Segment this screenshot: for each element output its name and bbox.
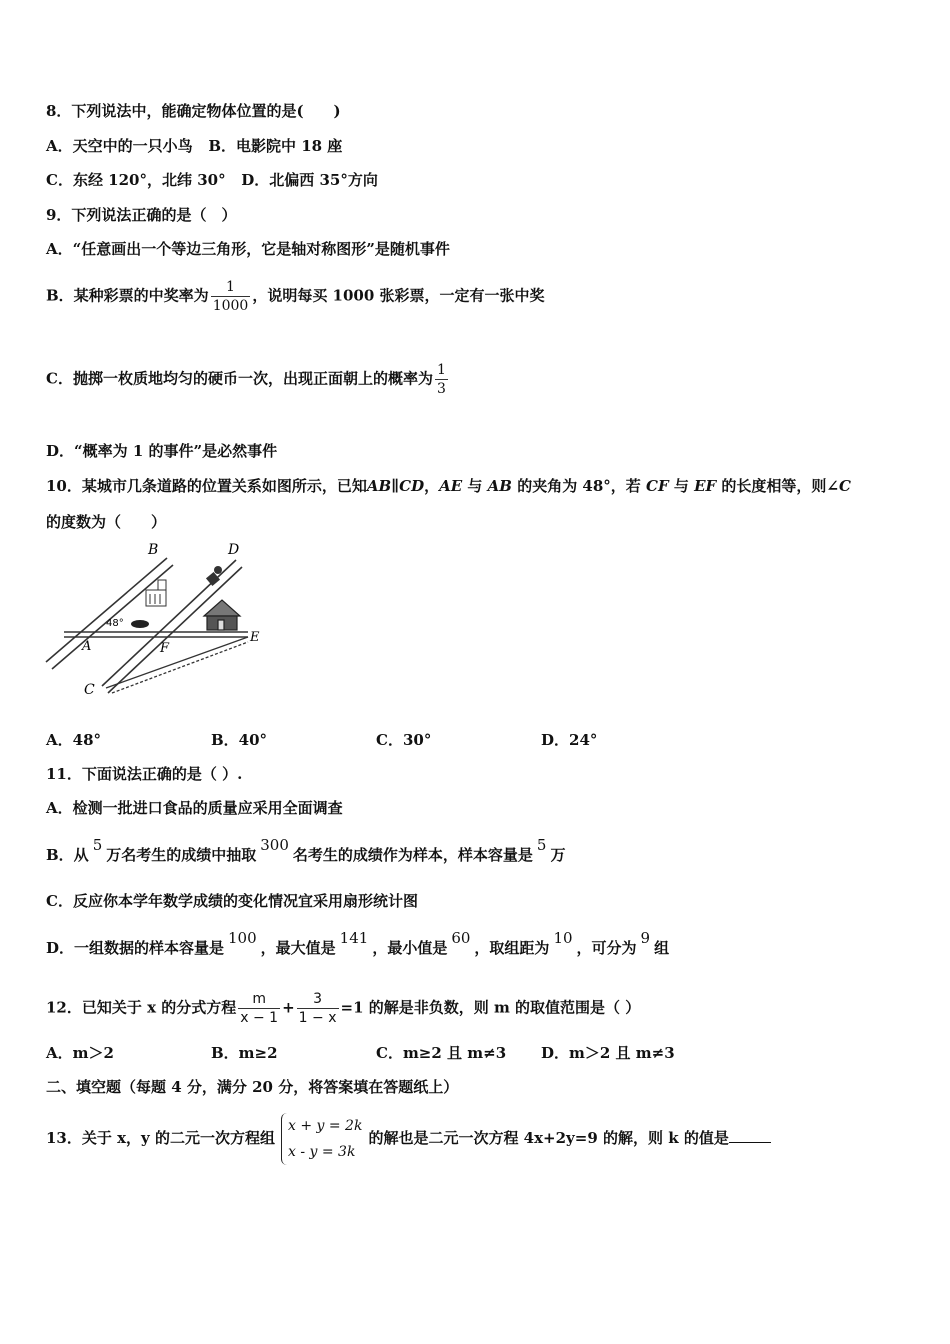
q12-option-c: C．m≥2 且 m≠3 bbox=[376, 1044, 507, 1062]
q12-option-a: A．m＞2 bbox=[46, 1044, 114, 1062]
buildings-icon bbox=[146, 580, 166, 606]
q11-b-text: 万 bbox=[550, 846, 566, 864]
q9-option-b-text: B．某种彩票的中奖率为 bbox=[46, 286, 209, 305]
q9-option-d: D．“概率为 1 的事件”是必然事件 bbox=[46, 442, 278, 460]
q11-d-text: ，最小值是 bbox=[372, 939, 448, 957]
q8-option-a: A．天空中的一只小鸟 bbox=[46, 137, 193, 155]
label-f: F bbox=[160, 641, 170, 656]
label-a: A bbox=[82, 639, 92, 654]
q8-option-c: C．东经 120°，北纬 30° bbox=[46, 171, 226, 189]
q12-text: =1 的解是非负数，则 m 的取值范围是（ ） bbox=[340, 998, 641, 1017]
q12-fraction-2 bbox=[297, 990, 339, 1027]
q10-text: 与 bbox=[462, 477, 488, 495]
q9-b-fraction bbox=[211, 278, 251, 315]
road-diagram bbox=[42, 538, 272, 698]
q8-option-b: B．电影院中 18 座 bbox=[208, 137, 343, 155]
q12-text: 12．已知关于 x 的分式方程 bbox=[46, 998, 237, 1017]
q11-option-b bbox=[46, 836, 566, 865]
q8-stem: 8．下列说法中，能确定物体位置的是( ) bbox=[46, 102, 341, 120]
q11-option-d bbox=[46, 929, 670, 958]
q12-options bbox=[46, 1043, 706, 1063]
q11-option-c: C．反应你本学年数学成绩的变化情况宜采用扇形统计图 bbox=[46, 892, 418, 910]
fraction-denominator: 3 bbox=[436, 381, 446, 397]
q9-option-a: A．“任意画出一个等边三角形，它是轴对称图形”是随机事件 bbox=[46, 240, 450, 258]
label-c: C bbox=[84, 682, 95, 698]
q10-ef: EF bbox=[694, 477, 717, 495]
q10-stem bbox=[46, 476, 851, 496]
road-ce bbox=[106, 637, 248, 693]
q10-option-b: B．40° bbox=[211, 731, 268, 749]
q11-b-value: 5 bbox=[92, 836, 103, 854]
q8-options-ab bbox=[46, 136, 342, 156]
q13-stem bbox=[46, 1112, 771, 1165]
angle-label: 48° bbox=[106, 618, 124, 629]
q11-b-value: 5 bbox=[536, 836, 547, 854]
q12-stem bbox=[46, 990, 640, 1027]
equation-1: x + y = 2k bbox=[287, 1118, 363, 1134]
fraction-numerator: 1 bbox=[226, 279, 235, 295]
q11-d-value: 10 bbox=[553, 929, 573, 947]
q9-c-fraction bbox=[435, 361, 448, 398]
q12-option-b: B．m≥2 bbox=[211, 1044, 278, 1062]
q9-option-b-rest: ，说明每买 1000 张彩票，一定有一张中奖 bbox=[252, 286, 545, 305]
q11-b-text: 万名考生的成绩中抽取 bbox=[106, 846, 257, 864]
q13-text: 13．关于 x，y 的二元一次方程组 bbox=[46, 1129, 275, 1147]
section-heading: 二、填空题（每题 4 分，满分 20 分，将答案填在答题纸上） bbox=[46, 1078, 459, 1096]
q8-option-d: D．北偏西 35°方向 bbox=[241, 171, 378, 189]
q10-text: 的长度相等，则∠ bbox=[716, 477, 839, 495]
q9-option-b bbox=[46, 278, 545, 315]
house-icon bbox=[204, 600, 240, 630]
fraction-numerator: m bbox=[252, 991, 266, 1007]
q12-fraction-1 bbox=[238, 990, 280, 1027]
q11-stem: 11．下面说法正确的是（ ）. bbox=[46, 765, 243, 783]
q9-option-c bbox=[46, 361, 450, 398]
q11-b-text: 名考生的成绩作为样本，样本容量是 bbox=[292, 846, 533, 864]
car-icon bbox=[131, 620, 149, 628]
q10-ab: AB bbox=[487, 477, 512, 495]
q11-b-text: B．从 bbox=[46, 846, 89, 864]
answer-blank[interactable] bbox=[729, 1128, 771, 1143]
q10-c: C bbox=[838, 477, 851, 495]
q11-d-text: 组 bbox=[654, 939, 670, 957]
q11-d-text: ，可分为 bbox=[576, 939, 637, 957]
label-d: D bbox=[228, 542, 240, 558]
fraction-denominator: 1000 bbox=[212, 298, 249, 314]
equation-system bbox=[281, 1113, 362, 1165]
q10-text: 的夹角为 48°，若 bbox=[511, 477, 647, 495]
q11-d-text: ，最大值是 bbox=[260, 939, 336, 957]
q10-options bbox=[46, 730, 706, 750]
fraction-denominator: 1 − x bbox=[298, 1010, 337, 1026]
q9-option-c-text: C．抛掷一枚质地均匀的硬币一次，出现正面朝上的概率为 bbox=[46, 369, 433, 388]
q10-parallel: AB∥CD bbox=[366, 477, 425, 495]
q10-option-a: A．48° bbox=[46, 731, 102, 749]
fraction-numerator: 1 bbox=[436, 362, 446, 378]
q11-d-text: D．一组数据的样本容量是 bbox=[46, 939, 225, 957]
label-b: B bbox=[148, 542, 159, 558]
road-ab bbox=[46, 558, 173, 669]
q10-option-d: D．24° bbox=[541, 731, 598, 749]
q10-sep: ， bbox=[424, 477, 440, 495]
label-e: E bbox=[250, 630, 260, 645]
q10-cf: CF bbox=[646, 477, 669, 495]
q10-stem-line2: 的度数为（ ） bbox=[46, 513, 167, 531]
plus-sign: + bbox=[282, 998, 295, 1017]
q11-d-text: ，取组距为 bbox=[474, 939, 550, 957]
q11-d-value: 100 bbox=[228, 929, 257, 947]
q10-text: 与 bbox=[668, 477, 695, 495]
q8-options-cd bbox=[46, 170, 378, 190]
q11-option-a: A．检测一批进口食品的质量应采用全面调查 bbox=[46, 799, 343, 817]
q11-d-value: 60 bbox=[451, 929, 471, 947]
q11-b-value: 300 bbox=[260, 836, 289, 854]
q10-stem-text: 10．某城市几条道路的位置关系如图所示，已知 bbox=[46, 477, 367, 495]
q10-option-c: C．30° bbox=[376, 731, 432, 749]
fraction-numerator: 3 bbox=[313, 991, 323, 1007]
q13-text: 的解也是二元一次方程 4x+2y=9 的解，则 k 的值是 bbox=[368, 1129, 729, 1147]
fraction-denominator: x − 1 bbox=[240, 1010, 279, 1026]
equation-2: x - y = 3k bbox=[287, 1144, 356, 1160]
q11-d-value: 141 bbox=[339, 929, 369, 947]
q9-stem: 9．下列说法正确的是（ ） bbox=[46, 206, 237, 224]
q12-option-d: D．m＞2 且 m≠3 bbox=[541, 1044, 675, 1062]
q10-ae: AE bbox=[439, 477, 463, 495]
q11-d-value: 9 bbox=[640, 929, 651, 947]
